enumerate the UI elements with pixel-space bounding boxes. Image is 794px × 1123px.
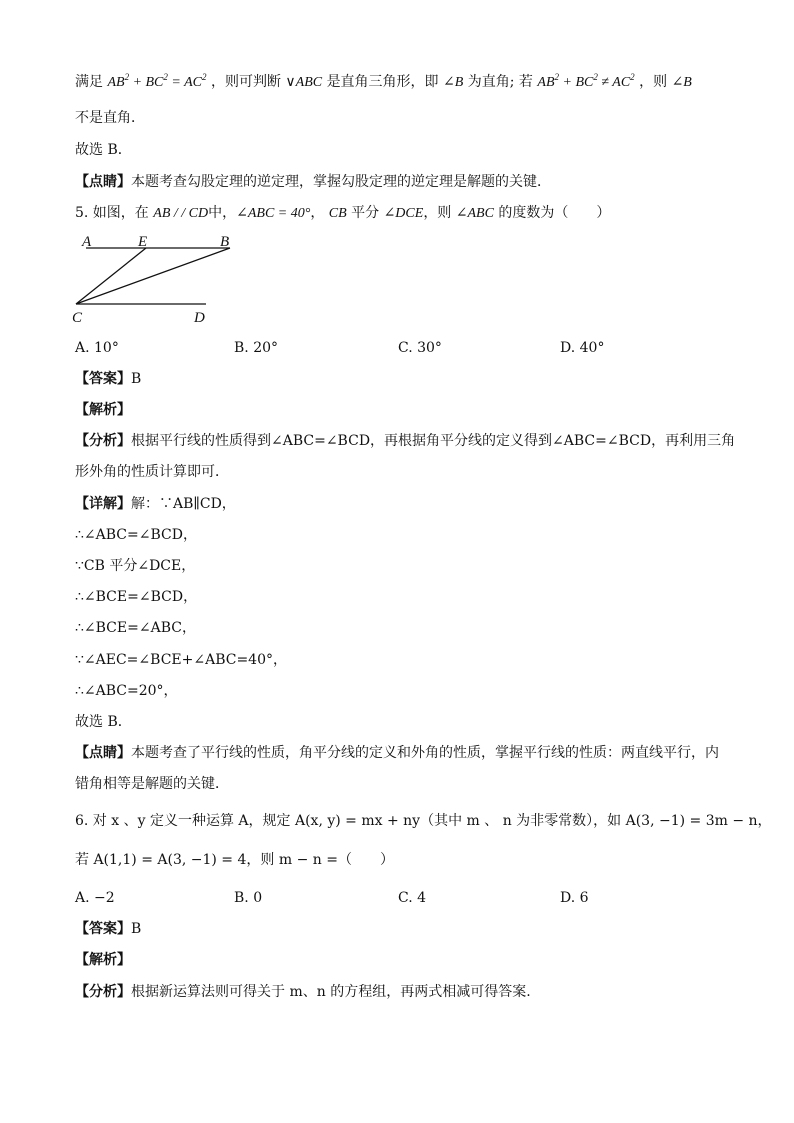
proof-step: ∴∠ABC=∠BCD，	[75, 527, 197, 543]
choose-line: 故选 B．	[75, 714, 132, 730]
question-6-stem: 若 A(1,1) = A(3, −1) = 4，则 m − n =（ ）	[75, 852, 394, 868]
parallel-expression: AB / / CD	[153, 206, 209, 221]
detail-text: 解：∵AB∥CD，	[131, 496, 236, 512]
answer-value: B	[131, 921, 142, 937]
option-a: A. 10°	[75, 340, 119, 356]
fenxi-text: 根据新运算法则可得关于 m、n 的方程组，再两式相减可得答案.	[131, 984, 531, 1000]
question-5-stem	[75, 203, 610, 224]
point-label-a: A	[82, 234, 92, 250]
text-fragment: 5. 如图，在	[75, 205, 149, 221]
proof-step: ∴∠BCE=∠BCD，	[75, 589, 198, 605]
analysis-tag: 【解析】	[75, 952, 131, 968]
answer-line	[75, 919, 141, 939]
option-b: B. 0	[234, 890, 263, 906]
text-fragment: ，	[310, 205, 325, 221]
segment-cb	[76, 248, 230, 304]
option-a: A. −2	[75, 890, 115, 906]
point-label-c: C	[72, 310, 83, 326]
text-fragment: ，则可判断	[210, 74, 281, 90]
detail-line	[75, 494, 236, 514]
analysis-line: 形外角的性质计算即可．	[75, 464, 229, 480]
angle-expression: ∠ABC = 40°	[236, 206, 311, 221]
note-line	[75, 743, 719, 763]
point-label-e: E	[138, 234, 148, 250]
note-tag: 【点睛】	[75, 745, 131, 761]
note-tag: 【点睛】	[75, 174, 131, 190]
fenxi-tag: 【分析】	[75, 433, 131, 449]
proof-step: ∴∠BCE=∠ABC，	[75, 620, 196, 636]
text-fragment: ，则	[639, 74, 668, 90]
fenxi-tag: 【分析】	[75, 984, 131, 1000]
fenxi-text: 根据平行线的性质得到∠ABC=∠BCD，再根据角平分线的定义得到∠ABC=∠BCD，再利用三角	[131, 433, 736, 449]
text-fragment: ，则	[423, 205, 452, 221]
text-fragment: 平分	[351, 205, 380, 221]
analysis-line	[75, 431, 735, 451]
option-c: C. 30°	[398, 340, 442, 356]
answer-value: B	[131, 371, 142, 387]
text-fragment: 中，	[208, 205, 237, 221]
analysis-tag: 【解析】	[75, 402, 131, 418]
equation: $AB^2 + BC^2 = AC^2$	[107, 72, 207, 90]
text-fragment: 为直角; 若	[467, 74, 533, 90]
detail-tag: 【详解】	[75, 496, 131, 512]
angle-label: ∠B	[671, 75, 692, 90]
text-fragment: 满足	[75, 74, 103, 90]
angle-expression: ∠ABC	[455, 206, 494, 221]
proof-step: ∵CB 平分∠DCE，	[75, 558, 196, 574]
option-d: D. 40°	[560, 340, 605, 356]
answer-line	[75, 369, 141, 389]
text-fragment: 的度数为（ ）	[498, 205, 611, 221]
text-line: 不是直角．	[75, 110, 145, 126]
segment-ce	[76, 248, 146, 304]
note-line	[75, 172, 551, 192]
answer-tag: 【答案】	[75, 921, 131, 937]
inequation: $AB^2 + BC^2 \ne AC^2$	[537, 72, 635, 90]
choose-line: 故选 B．	[75, 142, 132, 158]
question-6-stem: 6. 对 x 、y 定义一种运算 A，规定 A(x, y) = mx + ny（其中 m 、 n 为非零常数），如 A(3, −1) = 3m − n，	[75, 813, 772, 829]
note-line: 错角相等是解题的关键．	[75, 776, 229, 792]
note-text: 本题考查勾股定理的逆定理，掌握勾股定理的逆定理是解题的关键．	[131, 174, 551, 190]
angle-label: ∠B	[443, 75, 464, 90]
note-text: 本题考查了平行线的性质，角平分线的定义和外角的性质，掌握平行线的性质：两直线平行，内	[131, 745, 719, 761]
analysis-line	[75, 982, 531, 1002]
option-b: B. 20°	[234, 340, 279, 356]
option-c: C. 4	[398, 890, 427, 906]
option-d: D. 6	[560, 890, 589, 906]
segment-label: CB	[328, 206, 347, 221]
point-label-b: B	[220, 234, 230, 250]
pythagorean-converse-line	[75, 72, 692, 93]
text-fragment: 是直角三角形，即	[326, 74, 439, 90]
geometry-figure	[70, 230, 250, 326]
answer-tag: 【答案】	[75, 371, 131, 387]
triangle-label: ∨ABC	[285, 75, 323, 90]
proof-step: ∵∠AEC=∠BCE+∠ABC=40°，	[75, 652, 287, 668]
angle-expression: ∠DCE	[383, 206, 424, 221]
point-label-d: D	[194, 310, 205, 326]
proof-step: ∴∠ABC=20°，	[75, 683, 178, 699]
